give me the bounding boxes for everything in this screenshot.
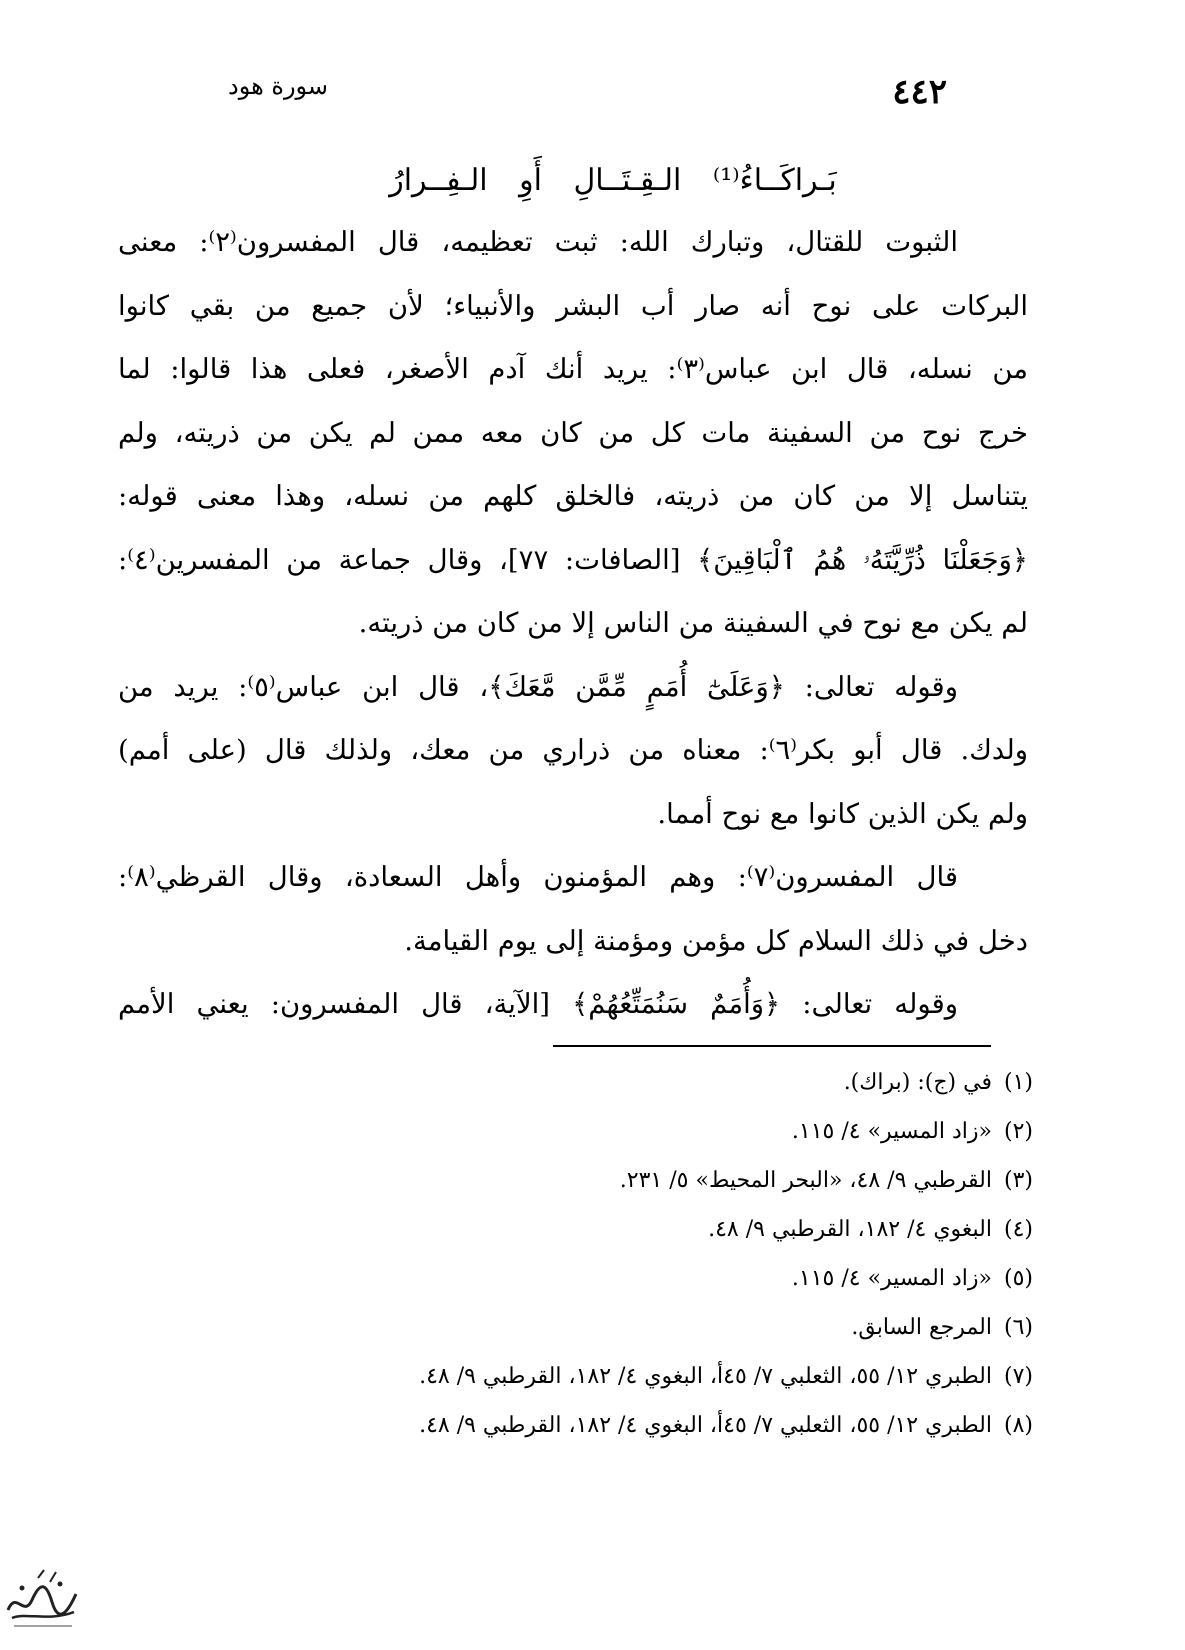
footnote bbox=[153, 1401, 1033, 1450]
footnote-number: (٦) bbox=[1003, 1315, 1033, 1340]
text-line: وقوله تعالى: ﴿وَأُمَمٌ سَنُمَتِّعُهُمْ﴾ [الآية، قال المفسرون: يعني الأمم bbox=[118, 988, 958, 1020]
surah-title: سورة هود bbox=[228, 72, 329, 100]
footnote-text: المرجع السابق. bbox=[851, 1315, 992, 1340]
footnote-number: (٢) bbox=[1003, 1119, 1033, 1144]
footnote-number: (٣) bbox=[1003, 1168, 1033, 1193]
text-line: يتناسل إلا من كان من ذريته، فالخلق كلهم من نسله، وهذا معنى قوله: bbox=[118, 480, 1028, 512]
footnote-number: (٥) bbox=[1003, 1266, 1033, 1291]
text-line: الثبوت للقتال، وتبارك الله: ثبت تعظيمه، قال المفسرون⁽٢⁾: معنى bbox=[118, 226, 958, 258]
footnote-text: البغوي ٤/ ١٨٢، القرطبي ٩/ ٤٨. bbox=[708, 1217, 992, 1242]
text-line: دخل في ذلك السلام كل مؤمن ومؤمنة إلى يوم القيامة. bbox=[404, 924, 1028, 957]
footnotes bbox=[153, 1058, 1033, 1450]
main-text bbox=[118, 155, 1028, 1037]
text-line: قال المفسرون⁽٧⁾: وهم المؤمنون وأهل السعادة، وقال القرظي⁽٨⁾: bbox=[118, 861, 958, 893]
text-line: وقوله تعالى: ﴿وَعَلَىٰٓ أُمَمٍ مِّمَّن مَّعَكَ﴾، قال ابن عباس⁽٥⁾: يريد من bbox=[118, 670, 958, 703]
footnote-text: «زاد المسير» ٤/ ١١٥. bbox=[791, 1266, 992, 1291]
text-line: ولدك. قال أبو بكر⁽٦⁾: معناه من ذراري من معك، ولذلك قال (على أمم) bbox=[118, 734, 1028, 766]
page-number: ٤٤٢ bbox=[892, 72, 947, 112]
footnote-number: (٨) bbox=[1003, 1413, 1033, 1438]
text-line: ولم يكن الذين كانوا مع نوح أمما. bbox=[657, 797, 1028, 830]
watermark-logo-icon bbox=[2, 1560, 82, 1630]
text-line: لم يكن مع نوح في السفينة من الناس إلا من كان من ذريته. bbox=[358, 607, 1028, 639]
footnote-text: «زاد المسير» ٤/ ١١٥. bbox=[791, 1119, 992, 1144]
footnote bbox=[153, 1254, 1033, 1303]
footnote-text: القرطبي ٩/ ٤٨، «البحر المحيط» ٥/ ٢٣١. bbox=[619, 1168, 992, 1193]
text-line: البركات على نوح أنه صار أب البشر والأنبياء؛ لأن جميع من بقي كانوا bbox=[118, 289, 1028, 322]
footnote-separator bbox=[553, 1045, 991, 1047]
text-line: خرج نوح من السفينة مات كل من كان معه ممن لم يكن من ذريته، ولم bbox=[118, 416, 1028, 449]
poem-line: بَـراكَــاءُ⁽¹⁾ الـقِـتَــالِ أَوِ الـفِــرارُ bbox=[389, 163, 837, 198]
footnote bbox=[153, 1303, 1033, 1352]
footnote-number: (٧) bbox=[1003, 1364, 1033, 1389]
footnote bbox=[153, 1058, 1033, 1107]
text-line: ﴿وَجَعَلْنَا ذُرِّيَّتَهُۥ هُمُ ٱلْبَاقِينَ﴾ [الصافات: ٧٧]، وقال جماعة من المفسرين⁽٤⁾: bbox=[118, 543, 1028, 576]
footnote-number: (١) bbox=[1003, 1070, 1033, 1095]
footnote-text: في (ج): (براك). bbox=[843, 1070, 992, 1095]
footnote-text: الطبري ١٢/ ٥٥، الثعلبي ٧/ ٤٥أ، البغوي ٤/ ١٨٢، القرطبي ٩/ ٤٨. bbox=[419, 1413, 992, 1438]
footnote-text: الطبري ١٢/ ٥٥، الثعلبي ٧/ ٤٥أ، البغوي ٤/ ١٨٢، القرطبي ٩/ ٤٨. bbox=[419, 1364, 992, 1389]
footnote bbox=[153, 1205, 1033, 1254]
footnote bbox=[153, 1352, 1033, 1401]
footnote bbox=[153, 1156, 1033, 1205]
footnote bbox=[153, 1107, 1033, 1156]
text-line: من نسله، قال ابن عباس⁽٣⁾: يريد أنك آدم الأصغر، فعلى هذا قالوا: لما bbox=[118, 353, 1028, 385]
footnote-number: (٤) bbox=[1003, 1217, 1033, 1242]
